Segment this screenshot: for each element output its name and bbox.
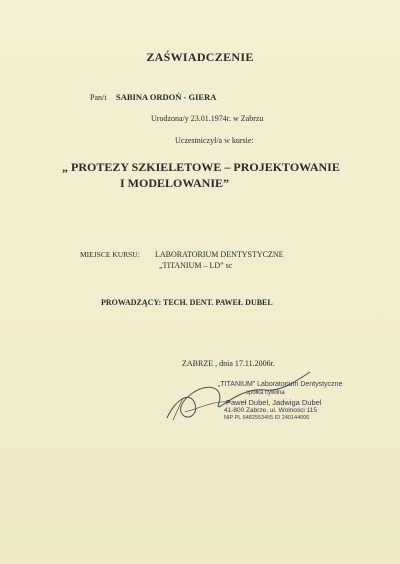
course-place-label: MIEJSCE KURSU: [80,250,140,259]
stamp-owners: Paweł Dubel, Jadwiga Dubel [226,398,322,407]
stamp-company-type: spółka cywilna [246,390,285,396]
recipient-name: SABINA ORDOŃ - GIERA [116,92,217,102]
stamp-company-name: „TITANIUM” Laboratorium Dentystyczne [218,381,343,388]
stamp-address: 41-800 Zabrze, ul. Wolności 115 [224,407,317,414]
course-title-line-2: I MODELOWANIE” [120,176,230,190]
course-title-line-1: „ PROTEZY SZKIELETOWE – PROJEKTOWANIE [62,160,340,174]
birth-info: Urodzona/y 23.01.1974r. w Zabrzu [151,114,264,123]
certificate-title: ZAŚWIADCZENIE [146,50,254,64]
recipient-label: Pan/i [90,93,107,102]
attended-label: Uczestniczył/a w kursie: [175,136,254,145]
course-place-line-1: LABORATORIUM DENTYSTYCZNE [155,250,284,259]
course-leader: PROWADZĄCY: TECH. DENT. PAWEŁ DUBEL [101,298,273,307]
course-place-line-2: „TITANIUM – LD” sc [159,261,233,270]
place-and-date: ZABRZE , dnia 17.11.2006r. [182,359,275,368]
stamp-tax-ids: NIP PL 6482553455 ID 240144006 [224,415,310,421]
